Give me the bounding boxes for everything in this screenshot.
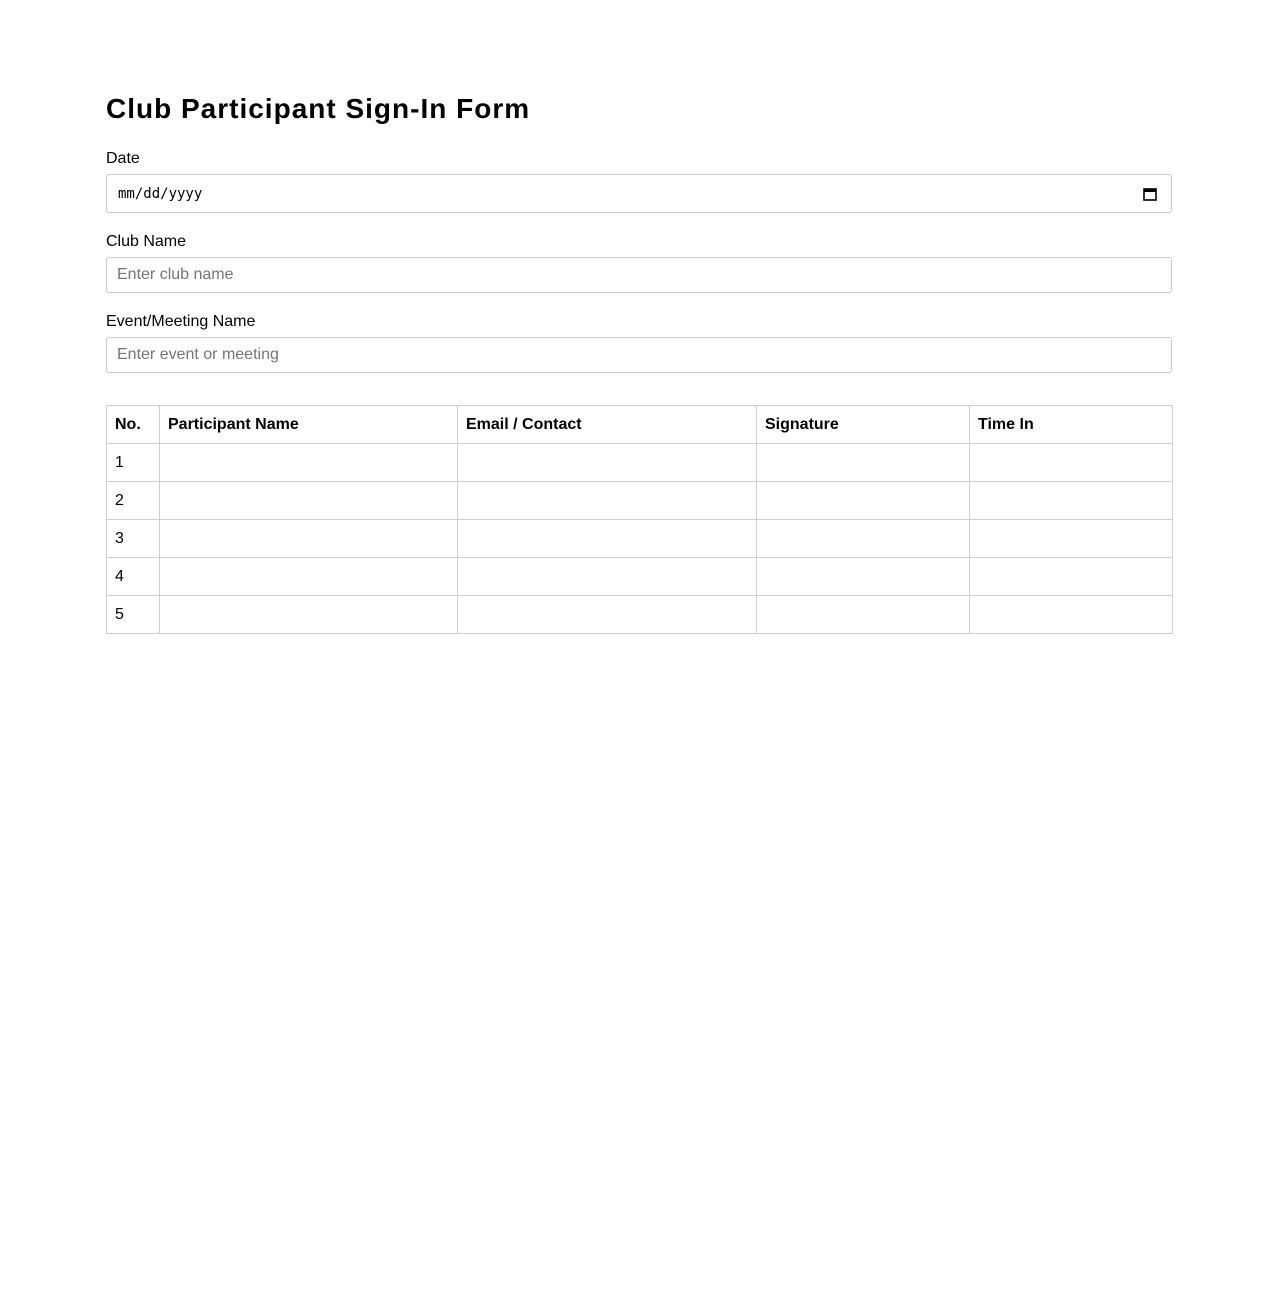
cell-email-contact[interactable] [458,520,757,558]
table-row [107,444,1173,482]
header-participant-name: Participant Name [160,406,458,444]
club-name-placeholder: Enter club name [117,266,234,283]
cell-time-in[interactable] [970,520,1173,558]
cell-number: 3 [107,520,160,558]
header-time-in: Time In [970,406,1173,444]
event-name-input[interactable] [106,337,1172,373]
calendar-icon[interactable] [1143,187,1157,201]
cell-email-contact[interactable] [458,596,757,634]
cell-time-in[interactable] [970,596,1173,634]
header-number: No. [107,406,160,444]
cell-time-in[interactable] [970,444,1173,482]
table-row [107,596,1173,634]
cell-number: 4 [107,558,160,596]
header-signature: Signature [757,406,970,444]
club-name-label: Club Name [106,233,187,250]
header-email-contact: Email / Contact [458,406,757,444]
date-input-placeholder: mm/dd/yyyy [118,185,203,202]
participant-table [106,405,1173,634]
cell-number: 2 [107,482,160,520]
cell-signature[interactable] [757,520,970,558]
cell-participant-name[interactable] [160,558,458,596]
cell-email-contact[interactable] [458,482,757,520]
cell-number: 1 [107,444,160,482]
cell-participant-name[interactable] [160,520,458,558]
cell-signature[interactable] [757,444,970,482]
cell-time-in[interactable] [970,558,1173,596]
date-label: Date [106,150,140,167]
event-name-placeholder: Enter event or meeting [117,346,279,363]
cell-number: 5 [107,596,160,634]
cell-participant-name[interactable] [160,596,458,634]
table-row [107,520,1173,558]
cell-email-contact[interactable] [458,444,757,482]
cell-participant-name[interactable] [160,444,458,482]
table-row [107,482,1173,520]
cell-email-contact[interactable] [458,558,757,596]
date-input[interactable] [106,174,1172,213]
page-title: Club Participant Sign-In Form [106,93,531,124]
cell-signature[interactable] [757,558,970,596]
club-name-input[interactable] [106,257,1172,293]
cell-participant-name[interactable] [160,482,458,520]
cell-time-in[interactable] [970,482,1173,520]
table-row [107,558,1173,596]
table-header-row [107,406,1173,444]
cell-signature[interactable] [757,596,970,634]
cell-signature[interactable] [757,482,970,520]
event-name-label: Event/Meeting Name [106,313,256,330]
